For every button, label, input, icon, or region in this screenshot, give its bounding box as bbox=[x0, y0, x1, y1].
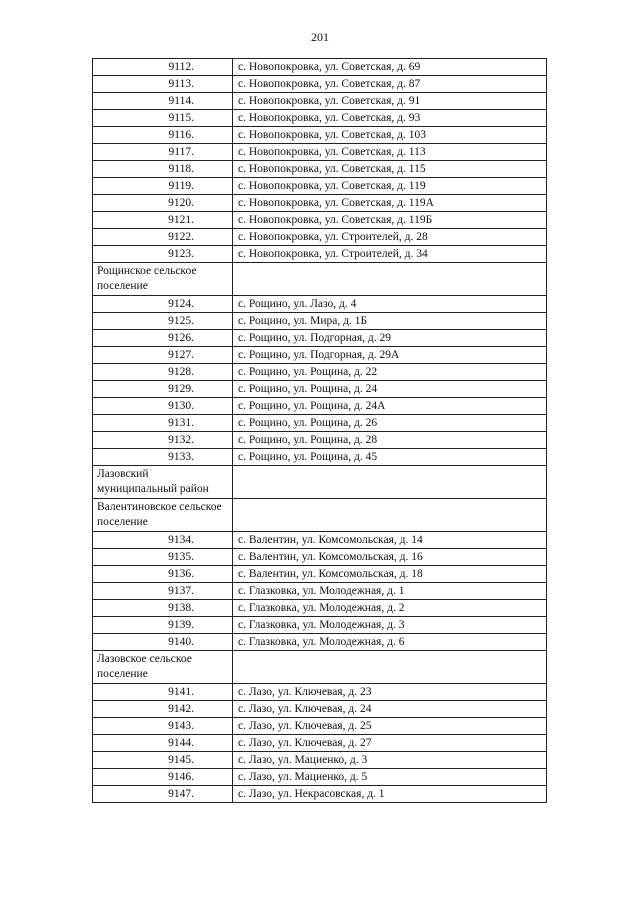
row-address: с. Рощино, ул. Лазо, д. 4 bbox=[233, 296, 547, 313]
table-row bbox=[93, 195, 547, 212]
table-row bbox=[93, 330, 547, 347]
table-row bbox=[93, 93, 547, 110]
row-number: 9132. bbox=[93, 432, 233, 449]
row-number: 9123. bbox=[93, 246, 233, 263]
table-row bbox=[93, 76, 547, 93]
table-row bbox=[93, 313, 547, 330]
row-address: с. Новопокровка, ул. Советская, д. 115 bbox=[233, 161, 547, 178]
table-row bbox=[93, 415, 547, 432]
row-number: 9120. bbox=[93, 195, 233, 212]
row-number: 9141. bbox=[93, 684, 233, 701]
row-number: 9117. bbox=[93, 144, 233, 161]
table-row bbox=[93, 178, 547, 195]
row-number: 9138. bbox=[93, 600, 233, 617]
row-number: 9133. bbox=[93, 449, 233, 466]
row-address: с. Рощино, ул. Рощина, д. 45 bbox=[233, 449, 547, 466]
row-number: 9112. bbox=[93, 59, 233, 76]
table-row bbox=[93, 769, 547, 786]
row-number: 9115. bbox=[93, 110, 233, 127]
row-number: 9137. bbox=[93, 583, 233, 600]
row-address: с. Новопокровка, ул. Советская, д. 69 bbox=[233, 59, 547, 76]
row-address: с. Глазковка, ул. Молодежная, д. 6 bbox=[233, 634, 547, 651]
row-number: 9135. bbox=[93, 549, 233, 566]
row-address: с. Новопокровка, ул. Строителей, д. 34 bbox=[233, 246, 547, 263]
row-address: с. Рощино, ул. Подгорная, д. 29А bbox=[233, 347, 547, 364]
row-number: 9147. bbox=[93, 786, 233, 803]
table-row bbox=[93, 566, 547, 583]
row-number: 9131. bbox=[93, 415, 233, 432]
row-number: 9142. bbox=[93, 701, 233, 718]
section-header-row bbox=[93, 263, 547, 296]
table-row bbox=[93, 144, 547, 161]
table-row bbox=[93, 59, 547, 76]
row-address: с. Рощино, ул. Подгорная, д. 29 bbox=[233, 330, 547, 347]
table-row bbox=[93, 364, 547, 381]
section-header-label: Лазовское сельское поселение bbox=[93, 651, 233, 684]
section-header-row bbox=[93, 499, 547, 532]
row-number: 9125. bbox=[93, 313, 233, 330]
row-number: 9143. bbox=[93, 718, 233, 735]
row-address: с. Лазо, ул. Ключевая, д. 24 bbox=[233, 701, 547, 718]
table-row bbox=[93, 127, 547, 144]
table-row bbox=[93, 161, 547, 178]
table-row bbox=[93, 701, 547, 718]
table-row bbox=[93, 110, 547, 127]
row-address: с. Валентин, ул. Комсомольская, д. 14 bbox=[233, 532, 547, 549]
row-number: 9140. bbox=[93, 634, 233, 651]
row-address: с. Лазо, ул. Ключевая, д. 27 bbox=[233, 735, 547, 752]
section-header-row bbox=[93, 651, 547, 684]
row-address: с. Лазо, ул. Некрасовская, д. 1 bbox=[233, 786, 547, 803]
row-address: с. Новопокровка, ул. Советская, д. 119А bbox=[233, 195, 547, 212]
section-header-row bbox=[93, 466, 547, 499]
table-row bbox=[93, 752, 547, 769]
table-row bbox=[93, 212, 547, 229]
row-address: с. Рощино, ул. Мира, д. 1Б bbox=[233, 313, 547, 330]
row-address: с. Новопокровка, ул. Советская, д. 119Б bbox=[233, 212, 547, 229]
row-address: с. Лазо, ул. Ключевая, д. 25 bbox=[233, 718, 547, 735]
row-number: 9145. bbox=[93, 752, 233, 769]
table-row bbox=[93, 532, 547, 549]
row-number: 9136. bbox=[93, 566, 233, 583]
section-header-label: Валентиновское сельское поселение bbox=[93, 499, 233, 532]
row-address: с. Рощино, ул. Рощина, д. 24 bbox=[233, 381, 547, 398]
row-address: с. Лазо, ул. Мациенко, д. 3 bbox=[233, 752, 547, 769]
section-header-label: Лазовский муниципальный район bbox=[93, 466, 233, 499]
row-number: 9114. bbox=[93, 93, 233, 110]
row-number: 9139. bbox=[93, 617, 233, 634]
table-row bbox=[93, 735, 547, 752]
row-address: с. Рощино, ул. Рощина, д. 26 bbox=[233, 415, 547, 432]
address-table-body bbox=[93, 59, 547, 803]
table-row bbox=[93, 634, 547, 651]
table-row bbox=[93, 583, 547, 600]
table-row bbox=[93, 786, 547, 803]
row-number: 9124. bbox=[93, 296, 233, 313]
row-number: 9116. bbox=[93, 127, 233, 144]
row-number: 9128. bbox=[93, 364, 233, 381]
row-address: с. Новопокровка, ул. Строителей, д. 28 bbox=[233, 229, 547, 246]
section-header-empty-cell bbox=[233, 651, 547, 684]
table-row bbox=[93, 600, 547, 617]
row-number: 9144. bbox=[93, 735, 233, 752]
table-row bbox=[93, 398, 547, 415]
row-address: с. Глазковка, ул. Молодежная, д. 1 bbox=[233, 583, 547, 600]
row-address: с. Новопокровка, ул. Советская, д. 93 bbox=[233, 110, 547, 127]
row-number: 9126. bbox=[93, 330, 233, 347]
row-address: с. Рощино, ул. Рощина, д. 28 bbox=[233, 432, 547, 449]
row-address: с. Новопокровка, ул. Советская, д. 103 bbox=[233, 127, 547, 144]
table-row bbox=[93, 381, 547, 398]
row-number: 9130. bbox=[93, 398, 233, 415]
section-header-label: Рощинское сельское поселение bbox=[93, 263, 233, 296]
table-row bbox=[93, 246, 547, 263]
row-address: с. Новопокровка, ул. Советская, д. 91 bbox=[233, 93, 547, 110]
page-number: 201 bbox=[311, 30, 329, 44]
row-address: с. Новопокровка, ул. Советская, д. 119 bbox=[233, 178, 547, 195]
row-number: 9121. bbox=[93, 212, 233, 229]
table-row bbox=[93, 296, 547, 313]
row-address: с. Валентин, ул. Комсомольская, д. 18 bbox=[233, 566, 547, 583]
row-address: с. Валентин, ул. Комсомольская, д. 16 bbox=[233, 549, 547, 566]
row-number: 9127. bbox=[93, 347, 233, 364]
row-number: 9119. bbox=[93, 178, 233, 195]
table-row bbox=[93, 718, 547, 735]
row-number: 9146. bbox=[93, 769, 233, 786]
row-address: с. Лазо, ул. Мациенко, д. 5 bbox=[233, 769, 547, 786]
table-row bbox=[93, 549, 547, 566]
table-row bbox=[93, 432, 547, 449]
section-header-empty-cell bbox=[233, 466, 547, 499]
row-number: 9122. bbox=[93, 229, 233, 246]
address-table bbox=[92, 58, 547, 803]
table-row bbox=[93, 449, 547, 466]
table-row bbox=[93, 347, 547, 364]
row-address: с. Новопокровка, ул. Советская, д. 87 bbox=[233, 76, 547, 93]
table-row bbox=[93, 684, 547, 701]
row-address: с. Рощино, ул. Рощина, д. 24А bbox=[233, 398, 547, 415]
row-number: 9129. bbox=[93, 381, 233, 398]
table-row bbox=[93, 229, 547, 246]
row-address: с. Лазо, ул. Ключевая, д. 23 bbox=[233, 684, 547, 701]
row-address: с. Глазковка, ул. Молодежная, д. 3 bbox=[233, 617, 547, 634]
row-number: 9134. bbox=[93, 532, 233, 549]
row-address: с. Новопокровка, ул. Советская, д. 113 bbox=[233, 144, 547, 161]
section-header-empty-cell bbox=[233, 263, 547, 296]
row-address: с. Рощино, ул. Рощина, д. 22 bbox=[233, 364, 547, 381]
row-address: с. Глазковка, ул. Молодежная, д. 2 bbox=[233, 600, 547, 617]
row-number: 9118. bbox=[93, 161, 233, 178]
table-row bbox=[93, 617, 547, 634]
row-number: 9113. bbox=[93, 76, 233, 93]
section-header-empty-cell bbox=[233, 499, 547, 532]
